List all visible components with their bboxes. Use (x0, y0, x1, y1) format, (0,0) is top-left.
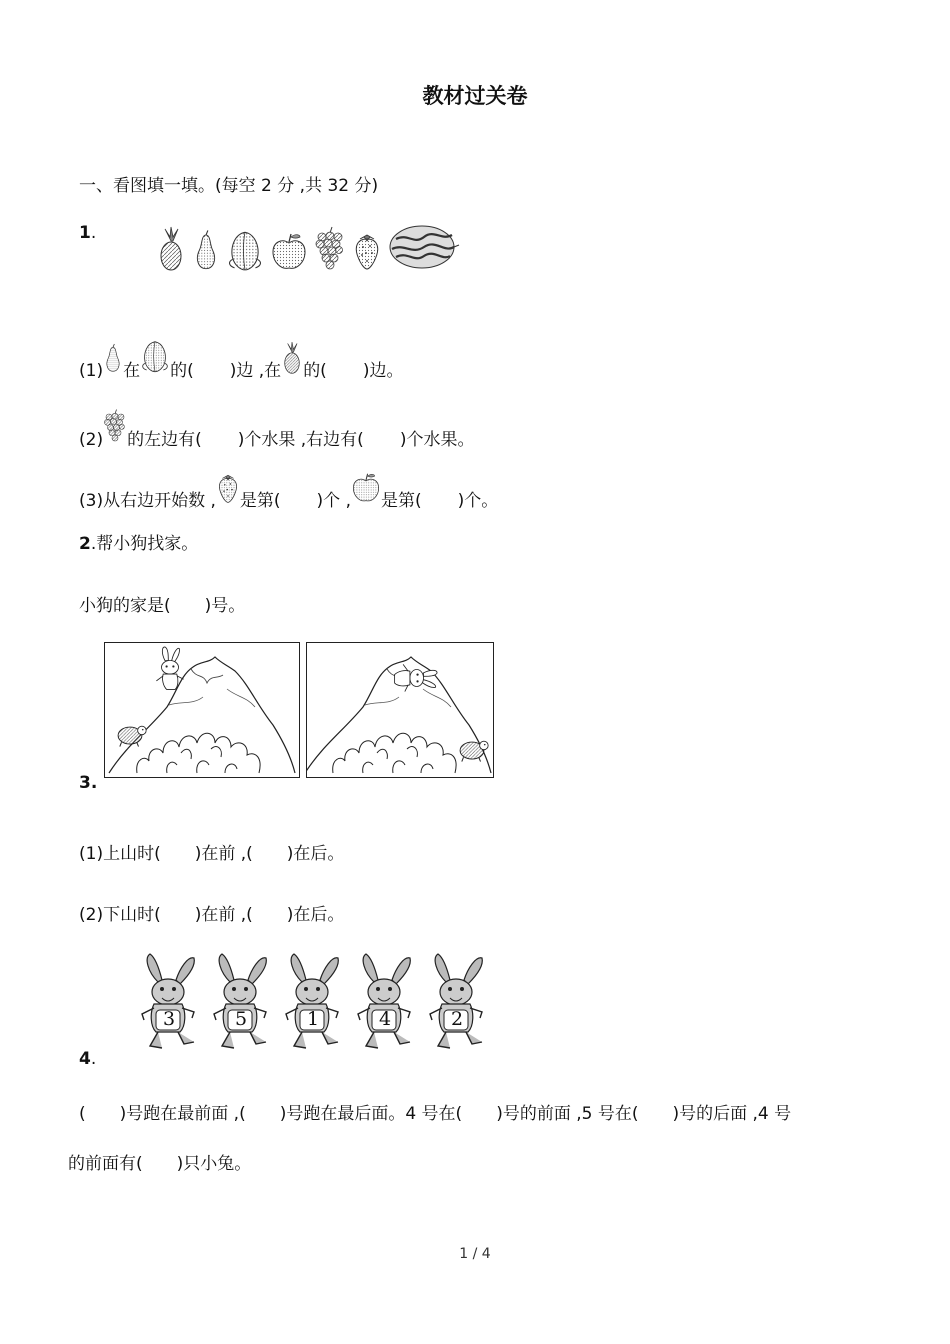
uphill-picture (104, 642, 300, 778)
mountain-illustration (105, 643, 299, 777)
rabbit-runner (352, 952, 418, 1052)
watermelon-icon (388, 222, 460, 272)
q3-part2: (2)下山时( )在前 ,( )在后。 (79, 905, 345, 925)
grape-icon (103, 409, 127, 443)
peach-icon (140, 336, 170, 374)
rabbit-icon (424, 952, 490, 1052)
rabbit-runner (136, 952, 202, 1052)
turtle-icon (118, 726, 146, 746)
pineapple-icon (156, 226, 186, 272)
strawberry-icon (216, 472, 240, 504)
q4-line-2: 的前面有( )只小兔。 (68, 1154, 252, 1174)
fruit-row (156, 222, 460, 272)
rabbit-icon (136, 952, 202, 1052)
rabbit-icon (280, 952, 346, 1052)
q4-line-1: ( )号跑在最前面 ,( )号跑在最后面。4 号在( )号的前面 ,5 号在( )号的后面 ,4 号 (79, 1104, 792, 1124)
rabbit-runner (208, 952, 274, 1052)
rabbit-icon (395, 664, 438, 691)
section-heading: 一、看图填一填。(每空 2 分 ,共 32 分) (79, 176, 379, 196)
question-1-number: 1. (79, 223, 97, 243)
downhill-picture (306, 642, 494, 778)
rabbit-icon (208, 952, 274, 1052)
question-4-number: 4. (79, 1049, 97, 1069)
rabbit-number: 1 (306, 1008, 320, 1030)
rabbit-row (136, 952, 490, 1052)
rabbit-number: 3 (162, 1008, 176, 1030)
q1-part2: (2) 的左边有( )个水果 ,右边有( )个水果。 (79, 409, 474, 450)
q2-answer-line: 小狗的家是( )号。 (79, 596, 246, 616)
apple-icon (351, 472, 381, 504)
turtle-icon (460, 741, 488, 761)
pear-icon (192, 228, 220, 272)
grape-icon (314, 226, 346, 272)
page-number: 1 / 4 (459, 1246, 491, 1262)
rabbit-icon (352, 952, 418, 1052)
pear-icon (103, 342, 123, 374)
q3-part1: (1)上山时( )在前 ,( )在后。 (79, 844, 345, 864)
q1-part1: (1) 在 的( )边 ,在 的( )边。 (79, 336, 403, 381)
question-2: 2.帮小狗找家。 (79, 534, 199, 554)
strawberry-icon (352, 230, 382, 272)
rabbit-number: 4 (378, 1008, 392, 1030)
rabbit-runner (280, 952, 346, 1052)
rabbit-runner (424, 952, 490, 1052)
rabbit-number: 2 (450, 1008, 464, 1030)
pineapple-icon (281, 342, 303, 374)
rabbit-number: 5 (234, 1008, 248, 1030)
mountain-illustration (307, 643, 493, 777)
question-3-number: 3. (79, 773, 98, 793)
q1-part3: (3)从右边开始数 , 是第( )个 , 是第( )个。 (79, 472, 498, 511)
page-title: 教材过关卷 (422, 84, 528, 108)
peach-icon (226, 226, 264, 272)
apple-icon (270, 232, 308, 272)
